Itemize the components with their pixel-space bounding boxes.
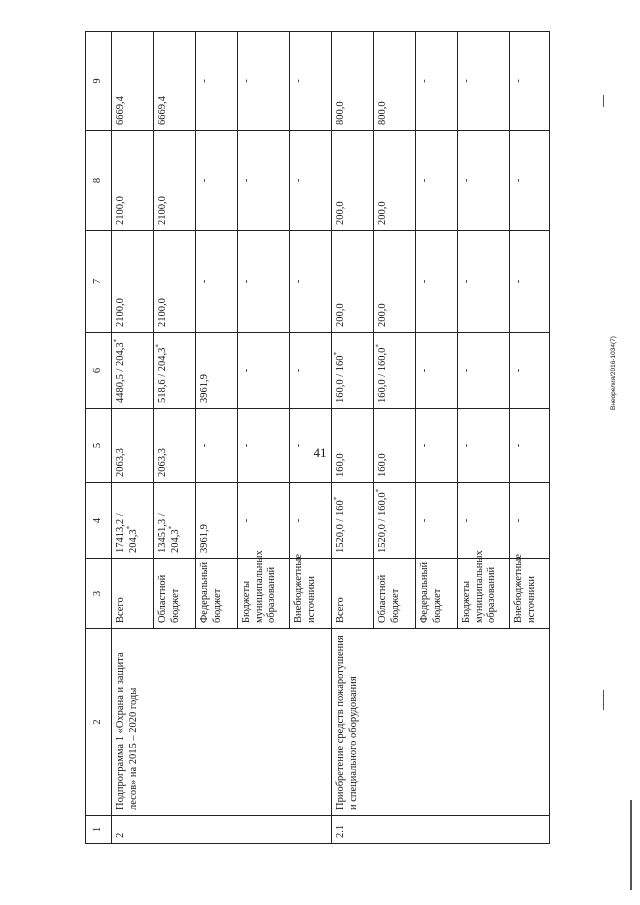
budget-table-rotated — [85, 32, 537, 844]
value-cell: - — [290, 333, 332, 409]
funding-source: Бюджеты муниципальных образований — [458, 559, 510, 629]
header-cell: 1 — [86, 816, 112, 844]
header-row — [86, 32, 112, 844]
value-cell: - — [290, 409, 332, 483]
value-cell: 518,6 / 204,3* — [154, 333, 196, 409]
value-cell: - — [510, 32, 550, 131]
header-cell: 2 — [86, 629, 112, 816]
budget-table — [85, 31, 550, 844]
table-row — [112, 32, 154, 844]
value-cell: - — [196, 409, 238, 483]
value-cell: - — [458, 333, 510, 409]
value-cell: 160,0 / 160,0* — [374, 333, 416, 409]
value-cell: - — [416, 483, 458, 559]
funding-source: Областной бюджет — [374, 559, 416, 629]
header-cell: 5 — [86, 409, 112, 483]
value-cell: - — [238, 409, 290, 483]
value-cell: 2063,3 — [112, 409, 154, 483]
value-cell: 3961,9 — [196, 483, 238, 559]
value-cell: 800,0 — [332, 32, 374, 131]
funding-source: Федеральный бюджет — [416, 559, 458, 629]
value-cell: - — [458, 483, 510, 559]
value-cell: - — [510, 131, 550, 231]
row-number: 2 — [112, 816, 332, 844]
header-cell: 7 — [86, 231, 112, 333]
funding-source: Бюджеты муниципальных образований — [238, 559, 290, 629]
value-cell: - — [238, 483, 290, 559]
value-cell: - — [238, 231, 290, 333]
value-cell: 160,0 — [374, 409, 416, 483]
value-cell: - — [458, 32, 510, 131]
value-cell: 2100,0 — [154, 131, 196, 231]
page-number: 41 — [313, 445, 327, 460]
value-cell: 3961,9 — [196, 333, 238, 409]
value-cell: - — [458, 409, 510, 483]
value-cell: 6669,4 — [154, 32, 196, 131]
value-cell: 800,0 — [374, 32, 416, 131]
row-name: Приобретение средств пожаротушения и специального оборудования — [332, 629, 550, 816]
value-cell: 2100,0 — [112, 131, 154, 231]
value-cell: - — [238, 333, 290, 409]
value-cell: 200,0 — [374, 131, 416, 231]
value-cell: - — [416, 32, 458, 131]
value-cell: 200,0 — [374, 231, 416, 333]
scan-edge-mark — [603, 95, 604, 107]
header-cell: 3 — [86, 559, 112, 629]
value-cell: 2063,3 — [154, 409, 196, 483]
value-cell: 4480,5 / 204,3* — [112, 333, 154, 409]
value-cell: - — [510, 333, 550, 409]
value-cell: 1520,0 / 160* — [332, 483, 374, 559]
value-cell: 6669,4 — [112, 32, 154, 131]
value-cell: - — [196, 231, 238, 333]
value-cell: - — [238, 131, 290, 231]
value-cell: - — [290, 32, 332, 131]
value-cell: - — [290, 231, 332, 333]
value-cell: - — [510, 483, 550, 559]
row-name: Подпрограмма 1 «Охрана и защита лесов» на 2015 – 2020 годы — [112, 629, 332, 816]
header-cell: 9 — [86, 32, 112, 131]
funding-source: Всего — [332, 559, 374, 629]
value-cell: - — [416, 231, 458, 333]
row-number: 2.1 — [332, 816, 550, 844]
value-cell: 1520,0 / 160,0* — [374, 483, 416, 559]
value-cell: 2100,0 — [112, 231, 154, 333]
value-cell: 17413,2 / 204,3* — [112, 483, 154, 559]
value-cell: 200,0 — [332, 231, 374, 333]
value-cell: - — [510, 231, 550, 333]
value-cell: 13451,3 / 204,3* — [154, 483, 196, 559]
value-cell: - — [416, 131, 458, 231]
funding-source: Внебюджетные источники — [290, 559, 332, 629]
value-cell: 160,0 — [332, 409, 374, 483]
document-code: Внеорелия/2016-1034(7) — [610, 336, 617, 410]
value-cell: - — [416, 333, 458, 409]
header-cell: 8 — [86, 131, 112, 231]
value-cell: - — [416, 409, 458, 483]
header-cell: 4 — [86, 483, 112, 559]
table-row — [332, 32, 374, 844]
funding-source: Областной бюджет — [154, 559, 196, 629]
scan-edge-mark — [603, 690, 604, 710]
value-cell: - — [196, 131, 238, 231]
scan-edge-mark — [630, 800, 632, 890]
value-cell: 2100,0 — [154, 231, 196, 333]
funding-source: Внебюджетные источники — [510, 559, 550, 629]
value-cell: 160,0 / 160* — [332, 333, 374, 409]
value-cell: - — [510, 409, 550, 483]
value-cell: - — [458, 131, 510, 231]
funding-source: Федеральный бюджет — [196, 559, 238, 629]
value-cell: - — [290, 131, 332, 231]
value-cell: - — [290, 483, 332, 559]
funding-source: Всего — [112, 559, 154, 629]
value-cell: - — [458, 231, 510, 333]
value-cell: - — [196, 32, 238, 131]
value-cell: - — [238, 32, 290, 131]
value-cell: 200,0 — [332, 131, 374, 231]
header-cell: 6 — [86, 333, 112, 409]
